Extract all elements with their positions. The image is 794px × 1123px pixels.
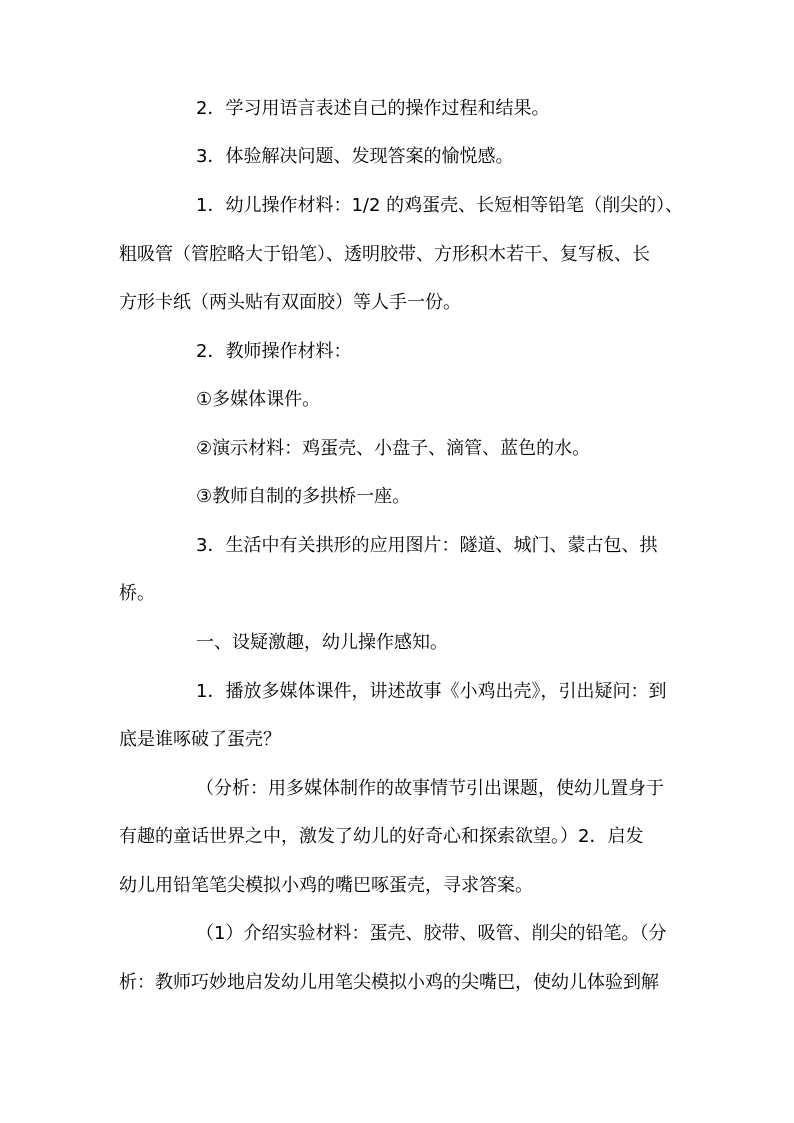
paragraph-line: （1）介绍实验材料：蛋壳、胶带、吸管、削尖的铅笔。（分 <box>196 923 667 944</box>
paragraph-line: 2．学习用语言表述自己的操作过程和结果。 <box>196 98 550 119</box>
paragraph-line: 一、设疑激趣，幼儿操作感知。 <box>196 632 448 653</box>
paragraph-line: ③教师自制的多拱桥一座。 <box>196 486 411 507</box>
paragraph-line: 桥。 <box>119 583 155 604</box>
paragraph-line: 底是谁啄破了蛋壳？ <box>119 729 281 750</box>
paragraph-line: （分析：用多媒体制作的故事情节引出课题，使幼儿置身于 <box>196 778 664 799</box>
paragraph-line: 2．教师操作材料： <box>196 341 352 362</box>
paragraph-line: 1．幼儿操作材料：1/2 的鸡蛋壳、长短相等铅笔（削尖的）、 <box>196 195 684 216</box>
paragraph-line: 析：教师巧妙地启发幼儿用笔尖模拟小鸡的尖嘴巴，使幼儿体验到解 <box>119 972 659 993</box>
paragraph-line: ①多媒体课件。 <box>196 389 321 410</box>
paragraph-line: 粗吸管（管腔略大于铅笔）、透明胶带、方形积木若干、复写板、长 <box>119 244 650 265</box>
paragraph-line: 方形卡纸（两头贴有双面胶）等人手一份。 <box>119 292 461 313</box>
paragraph-line: 3．生活中有关拱形的应用图片：隧道、城门、蒙古包、拱 <box>196 535 658 556</box>
paragraph-line: 幼儿用铅笔笔尖模拟小鸡的嘴巴啄蛋壳，寻求答案。 <box>119 875 533 896</box>
paragraph-line: ②演示材料：鸡蛋壳、小盘子、滴管、蓝色的水。 <box>196 438 591 459</box>
paragraph-line: 1．播放多媒体课件，讲述故事《小鸡出壳》，引出疑问：到 <box>196 681 667 702</box>
paragraph-line: 3．体验解决问题、发现答案的愉悦感。 <box>196 146 514 167</box>
paragraph-line: 有趣的童话世界之中，激发了幼儿的好奇心和探索欲望。）2．启发 <box>119 826 644 847</box>
